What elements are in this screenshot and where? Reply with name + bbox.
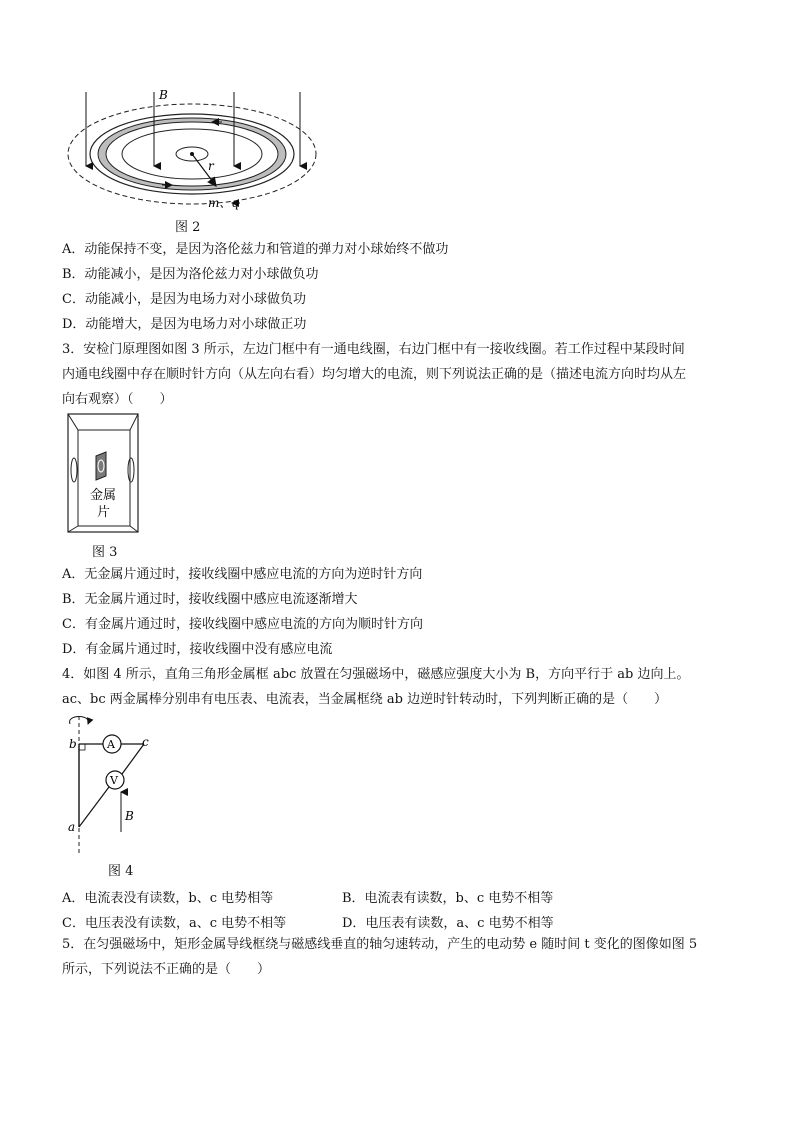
figure-2-diagram: [62, 86, 332, 216]
figure-3-caption: 图 3: [92, 545, 118, 560]
fig3-label-metal-1: 金属: [90, 488, 117, 503]
q3-stem-line-2: 内通电线圈中存在顺时针方向（从左向右看）均匀增大的电流，则下列说法正确的是（描述电流方向时均从左: [62, 367, 687, 382]
q3-option-a: A．无金属片通过时，接收线圈中感应电流的方向为逆时针方向: [62, 567, 423, 582]
q4-option-b: B．电流表有读数，b、c 电势不相等: [342, 891, 554, 906]
figure-2-caption: 图 2: [175, 220, 201, 235]
q3-option-c: C．有金属片通过时，接收线圈中感应电流的方向为顺时针方向: [62, 617, 423, 632]
q4-option-a: A．电流表没有读数，b、c 电势相等: [62, 891, 274, 906]
q4-stem-line-2: ac、bc 两金属棒分别串有电压表、电流表，当金属框绕 ab 边逆时针转动时，下列判断正确的是（ ）: [62, 692, 668, 707]
q4-stem-line-1: 4．如图 4 所示，直角三角形金属框 abc 放置在匀强磁场中，磁感应强度大小为 B，方向平行于 ab 边向上。: [62, 667, 690, 682]
q5-stem-line-1: 5．在匀强磁场中，矩形金属导线框绕与磁感线垂直的轴匀速转动，产生的电动势 e 随时间 t 变化的图像如图 5: [62, 937, 698, 952]
fig2-label-r: r: [208, 159, 214, 173]
fig4-label-b: b: [69, 737, 77, 751]
fig4-label-V: V: [110, 774, 118, 787]
figure-3-diagram: [62, 410, 152, 540]
figure-4-caption: 图 4: [108, 864, 134, 879]
figure-3: [62, 410, 152, 540]
figure-2: [62, 86, 332, 216]
q2-option-a: A．动能保持不变，是因为洛伦兹力和管道的弹力对小球始终不做功: [62, 242, 449, 257]
q3-stem-line-3: 向右观察）（ ）: [62, 392, 173, 407]
fig4-label-c: c: [142, 735, 149, 749]
figure-4: [62, 712, 162, 857]
fig3-label-metal-2: 片: [97, 505, 111, 520]
q4-option-c: C．电压表没有读数，a、c 电势不相等: [62, 916, 287, 931]
q2-option-c: C．动能减小，是因为电场力对小球做负功: [62, 292, 306, 307]
q4-option-d: D．电压表有读数，a、c 电势不相等: [342, 916, 554, 931]
fig2-label-mq: m、q: [208, 196, 240, 210]
q3-stem-line-1: 3．安检门原理图如图 3 所示，左边门框中有一通电线圈，右边门框中有一接收线圈。若工作过程中某段时间: [62, 342, 685, 357]
fig4-label-a: a: [68, 820, 76, 834]
q5-stem-line-2: 所示，下列说法不正确的是（ ）: [62, 962, 271, 977]
fig4-label-B: B: [125, 809, 134, 823]
fig2-label-B: B: [159, 88, 168, 102]
fig4-label-A: A: [107, 738, 115, 751]
q3-option-d: D．有金属片通过时，接收线圈中没有感应电流: [62, 642, 333, 657]
figure-4-diagram: [62, 712, 162, 857]
q2-option-d: D．动能增大，是因为电场力对小球做正功: [62, 317, 307, 332]
q3-option-b: B．无金属片通过时，接收线圈中感应电流逐渐增大: [62, 592, 358, 607]
q2-option-b: B．动能减小，是因为洛伦兹力对小球做负功: [62, 267, 319, 282]
